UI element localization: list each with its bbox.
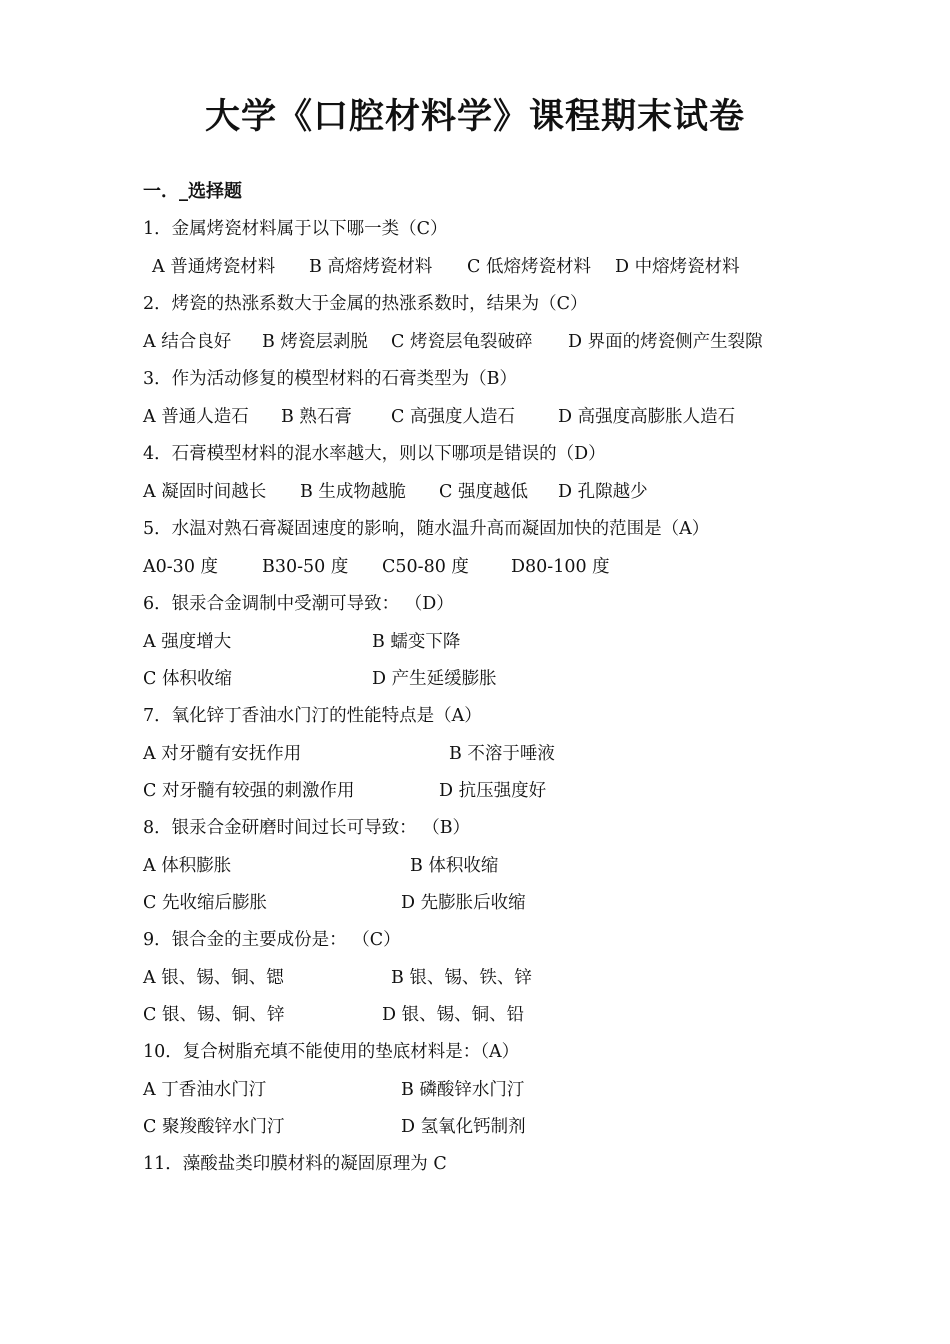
section-heading: 一．_选择题 [143, 181, 242, 202]
option: D 中熔烤瓷材料 [615, 257, 740, 277]
option: B 烤瓷层剥脱 [262, 332, 368, 352]
option: C 烤瓷层龟裂破碎 [391, 332, 533, 352]
question-stem: 4．石膏模型材料的混水率越大，则以下哪项是错误的（D） [143, 444, 606, 464]
option: C 先收缩后膨胀 [143, 893, 267, 913]
option: A 银、锡、铜、锶 [143, 968, 284, 988]
option: C 低熔烤瓷材料 [467, 257, 591, 277]
option: C 高强度人造石 [391, 407, 515, 427]
option: D 氢氧化钙制剂 [401, 1117, 526, 1137]
option: B30-50 度 [262, 557, 349, 577]
option: C 强度越低 [439, 482, 528, 502]
option: A 丁香油水门汀 [143, 1080, 267, 1100]
option: B 磷酸锌水门汀 [401, 1080, 525, 1100]
option: A 体积膨胀 [143, 856, 232, 876]
option: B 蠕变下降 [372, 632, 461, 652]
option: B 银、锡、铁、锌 [391, 968, 532, 988]
option: D 孔隙越少 [558, 482, 648, 502]
option: D 界面的烤瓷侧产生裂隙 [568, 332, 763, 352]
page-title: 大学《口腔材料学》课程期末试卷 [204, 97, 745, 137]
option: A 普通人造石 [143, 407, 249, 427]
option: A 结合良好 [143, 332, 232, 352]
question-stem: 1．金属烤瓷材料属于以下哪一类（C） [143, 219, 448, 239]
question-stem: 6．银汞合金调制中受潮可导致： （D） [143, 594, 454, 614]
option: C 对牙髓有较强的刺激作用 [143, 781, 355, 801]
option: D 高强度高膨胀人造石 [558, 407, 736, 427]
option: D 先膨胀后收缩 [401, 893, 526, 913]
question-stem: 7．氧化锌丁香油水门汀的性能特点是（A） [143, 706, 482, 726]
question-stem: 2．烤瓷的热涨系数大于金属的热涨系数时，结果为（C） [143, 294, 588, 314]
option: A 对牙髓有安抚作用 [143, 744, 302, 764]
question-stem: 11．藻酸盐类印膜材料的凝固原理为 C [143, 1154, 447, 1174]
option: B 生成物越脆 [300, 482, 406, 502]
question-stem: 9．银合金的主要成份是： （C） [143, 930, 401, 950]
option: C50-80 度 [382, 557, 469, 577]
option: A 凝固时间越长 [143, 482, 267, 502]
option: B 熟石膏 [281, 407, 352, 427]
option: B 体积收缩 [410, 856, 499, 876]
question-stem: 5．水温对熟石膏凝固速度的影响，随水温升高而凝固加快的范围是（A） [143, 519, 710, 539]
option: A 普通烤瓷材料 [152, 257, 276, 277]
option: A0-30 度 [143, 557, 219, 577]
option: B 高熔烤瓷材料 [309, 257, 433, 277]
option: A 强度增大 [143, 632, 232, 652]
option: D 产生延缓膨胀 [372, 669, 497, 689]
option: D80-100 度 [511, 557, 610, 577]
question-stem: 8．银汞合金研磨时间过长可导致： （B） [143, 818, 471, 838]
option: B 不溶于唾液 [449, 744, 555, 764]
question-stem: 3．作为活动修复的模型材料的石膏类型为（B） [143, 369, 517, 389]
option: C 聚羧酸锌水门汀 [143, 1117, 285, 1137]
option: D 银、锡、铜、铅 [382, 1005, 525, 1025]
option: C 银、锡、铜、锌 [143, 1005, 285, 1025]
option: C 体积收缩 [143, 669, 232, 689]
option: D 抗压强度好 [439, 781, 547, 801]
question-stem: 10．复合树脂充填不能使用的垫底材料是：（A） [143, 1042, 520, 1062]
